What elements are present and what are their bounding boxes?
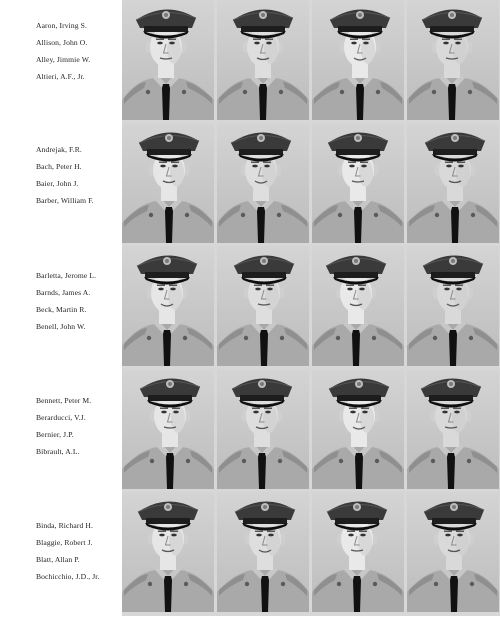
name-label: Blatt, Allan P. — [36, 555, 80, 564]
portrait-photo — [312, 369, 404, 489]
portrait-photo — [122, 123, 214, 243]
name-label: Bochicchio, J.D., Jr. — [36, 572, 100, 581]
portrait-photo — [217, 123, 309, 243]
portrait-photo — [217, 0, 309, 120]
name-label: Benell, John W. — [36, 322, 86, 331]
names-group-row-4 — [36, 392, 122, 460]
name-label: Altieri, A.F., Jr. — [36, 72, 85, 81]
name-label: Barnds, James A. — [36, 288, 91, 297]
name-label: Barletta, Jerome L. — [36, 271, 97, 280]
portrait-photo — [407, 369, 499, 489]
page-bottom-margin — [0, 616, 500, 639]
name-label: Bach, Peter H. — [36, 162, 82, 171]
portrait-photo — [312, 123, 404, 243]
name-label: Beck, Martin R. — [36, 305, 87, 314]
name-label: Baier, John J. — [36, 179, 79, 188]
portrait-photo — [217, 492, 309, 612]
name-label: Allison, John O. — [36, 38, 88, 47]
name-label: Binda, Richard H. — [36, 521, 93, 530]
name-label: Bennett, Peter M. — [36, 396, 92, 405]
portrait-photo — [122, 492, 214, 612]
name-label: Berarducci, V.J. — [36, 413, 86, 422]
name-label: Bibrault, A.L. — [36, 447, 80, 456]
portrait-photo — [122, 246, 214, 366]
names-group-row-3 — [36, 267, 122, 335]
name-label: Bernier, J.P. — [36, 430, 74, 439]
portrait-photo — [217, 369, 309, 489]
portrait-photo — [312, 246, 404, 366]
portrait-photo — [122, 369, 214, 489]
portrait-photo — [122, 0, 214, 120]
name-label: Alley, Jimmie W. — [36, 55, 91, 64]
portrait-photo — [312, 0, 404, 120]
name-label: Andrejak, F.R. — [36, 145, 82, 154]
portrait-photo — [407, 492, 499, 612]
names-group-row-5 — [36, 517, 122, 585]
names-group-row-1 — [36, 17, 122, 85]
portrait-photo — [217, 246, 309, 366]
portrait-grid — [122, 0, 500, 616]
names-group-row-2 — [36, 141, 122, 209]
portrait-photo — [407, 246, 499, 366]
name-label: Blaggie, Robert J. — [36, 538, 93, 547]
portrait-photo — [312, 492, 404, 612]
portrait-photo — [407, 0, 499, 120]
name-label: Barber, William F. — [36, 196, 94, 205]
names-column — [0, 0, 122, 639]
name-label: Aaron, Irving S. — [36, 21, 87, 30]
portrait-photo — [407, 123, 499, 243]
